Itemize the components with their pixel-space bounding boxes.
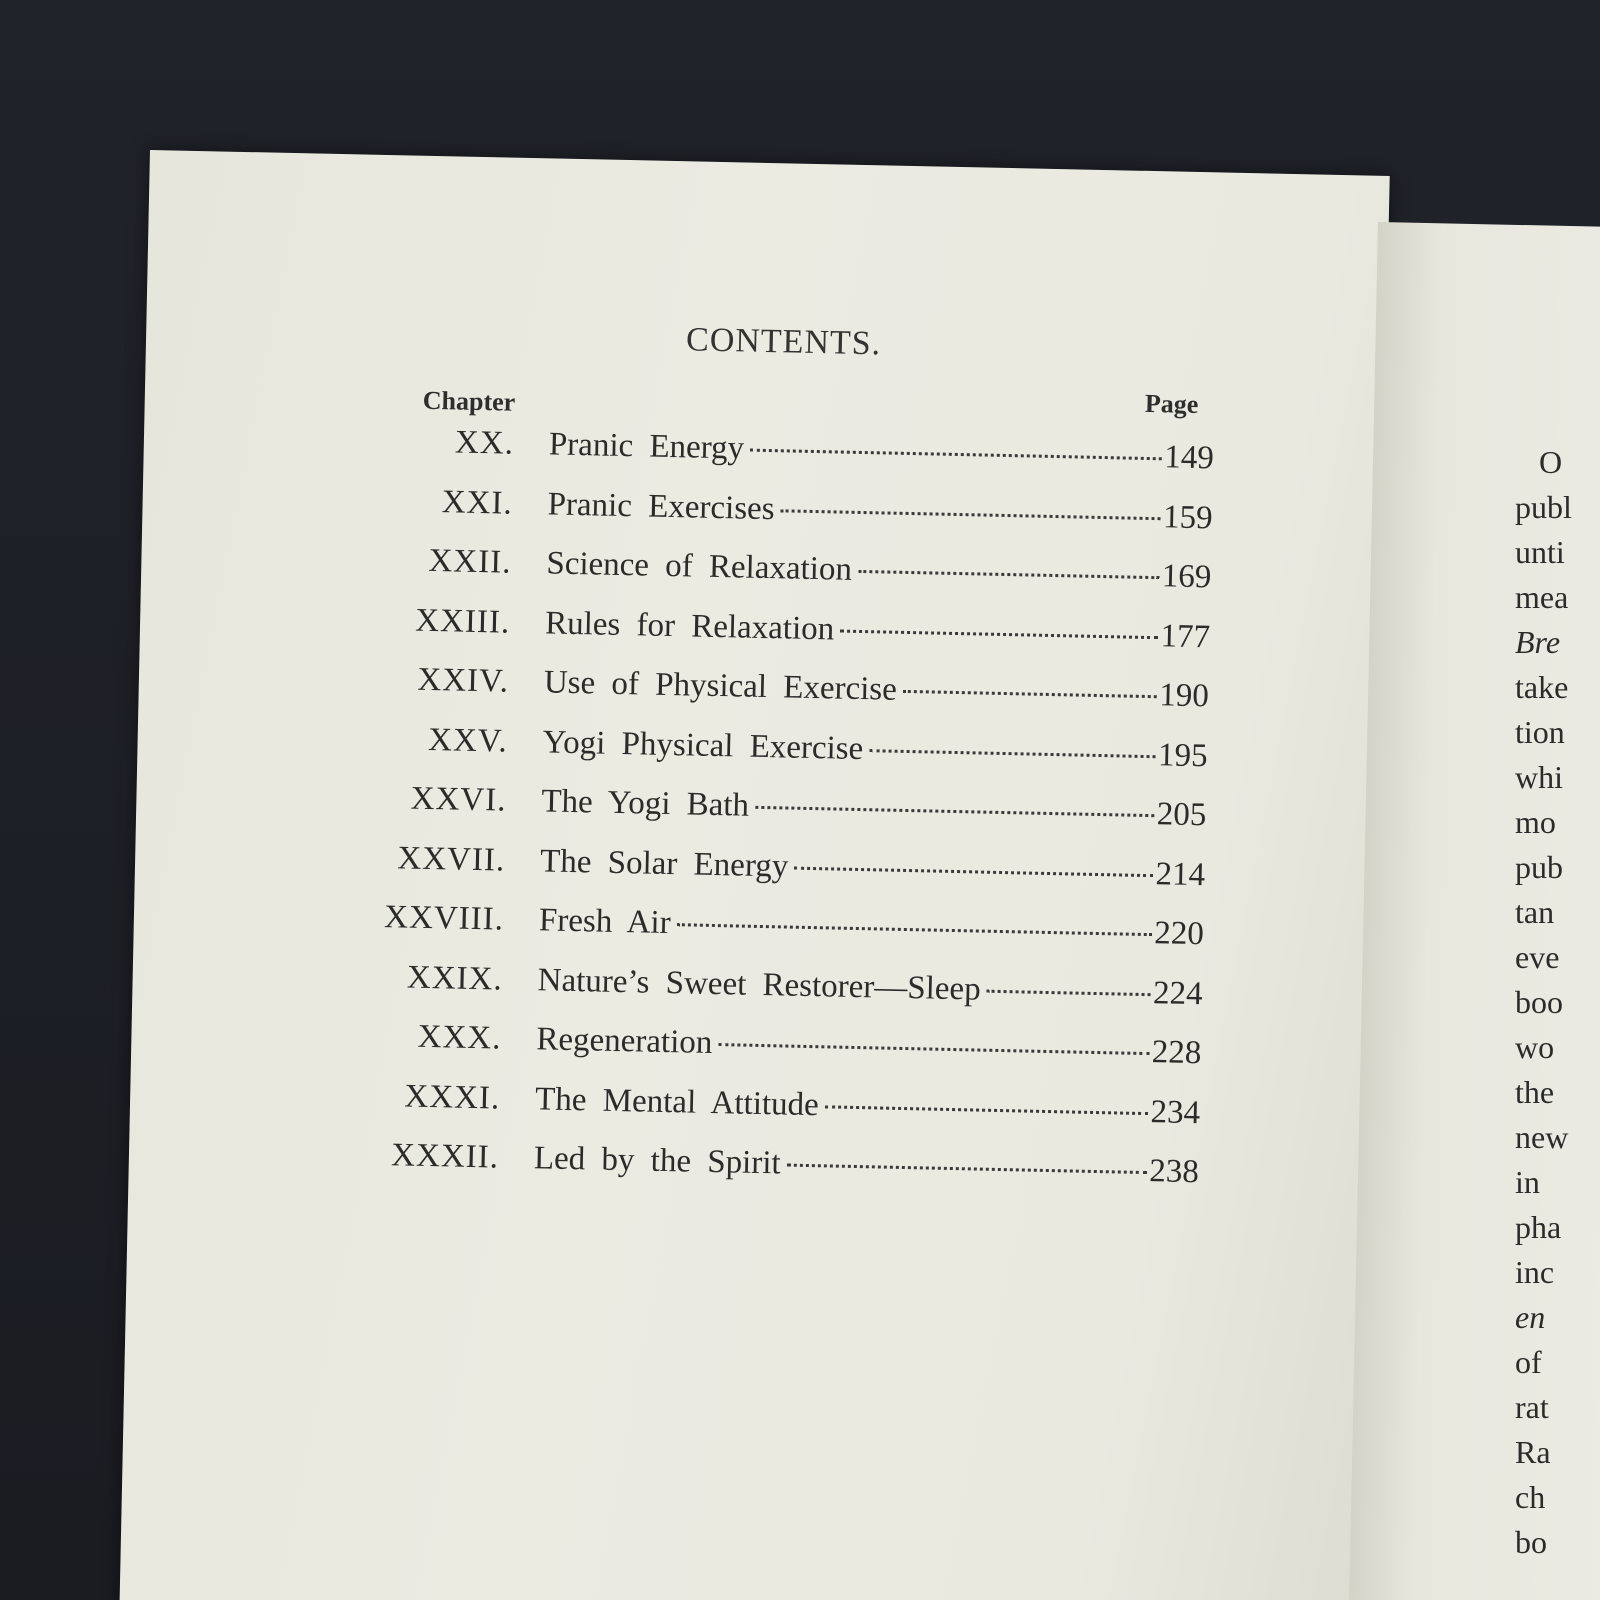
chapter-number: XXII.: [428, 542, 512, 581]
chapter-number: XXV.: [427, 721, 509, 760]
text-fragment: eve: [1515, 939, 1560, 975]
chapter-title: Science of Relaxation: [546, 545, 853, 588]
text-fragment: ch: [1515, 1479, 1546, 1515]
text-fragment: wo: [1515, 1029, 1555, 1065]
text-fragment: en: [1515, 1299, 1546, 1335]
chapter-title: Led by the Spirit: [533, 1140, 782, 1182]
left-page: [119, 150, 1390, 1600]
page-number: 169: [1161, 558, 1212, 596]
contents-title: CONTENTS.: [685, 321, 882, 363]
chapter-number: XXXI.: [404, 1078, 501, 1117]
chapter-title: Rules for Relaxation: [544, 604, 835, 647]
text-fragment: pub: [1515, 849, 1563, 885]
text-fragment: Ra: [1515, 1434, 1551, 1470]
text-fragment: mea: [1515, 579, 1569, 615]
dot-leader: [781, 509, 1160, 520]
page-number: 234: [1150, 1093, 1201, 1131]
page-number: 195: [1157, 736, 1208, 774]
text-fragment: publ: [1515, 489, 1572, 525]
dot-leader: [718, 1043, 1149, 1055]
dot-leader: [794, 866, 1152, 877]
text-fragment: unti: [1515, 534, 1565, 570]
chapter-title: The Solar Energy: [539, 842, 789, 885]
chapter-title: Fresh Air: [538, 902, 672, 942]
chapter-title: Nature’s Sweet Restorer—Sleep: [537, 961, 982, 1008]
chapter-title: Regeneration: [536, 1021, 713, 1061]
chapter-number: XXI.: [441, 483, 514, 522]
chapter-number: XXIV.: [417, 661, 510, 700]
text-fragment: the: [1515, 1074, 1555, 1110]
chapter-number: XXIX.: [406, 959, 504, 998]
page-number: 214: [1155, 855, 1206, 893]
text-fragment: new: [1515, 1119, 1569, 1155]
page-number: 177: [1160, 617, 1211, 655]
chapter-number: XXVII.: [397, 839, 506, 879]
dot-leader: [858, 570, 1159, 579]
dot-leader: [755, 806, 1154, 817]
text-fragment: Bre: [1515, 624, 1561, 660]
text-fragment: tion: [1515, 714, 1565, 750]
chapter-title: Pranic Exercises: [547, 485, 776, 527]
chapter-column-header: Chapter: [422, 385, 516, 417]
text-fragment: inc: [1515, 1254, 1555, 1290]
dot-leader: [787, 1164, 1147, 1175]
page-number: 238: [1148, 1153, 1200, 1191]
chapter-number: XXVIII.: [383, 899, 505, 938]
text-fragment: rat: [1515, 1389, 1549, 1425]
dot-leader: [750, 449, 1161, 461]
chapter-title: Pranic Energy: [548, 426, 745, 467]
dot-leader: [903, 690, 1157, 698]
chapter-title: The Mental Attitude: [534, 1080, 820, 1123]
text-fragment: pha: [1515, 1209, 1562, 1245]
text-fragment: boo: [1515, 984, 1563, 1020]
chapter-number: XXVI.: [410, 780, 507, 819]
contents-entries: [128, 418, 1384, 1217]
chapter-number: XX.: [454, 424, 515, 462]
table-of-contents: [150, 150, 1390, 1191]
text-fragment: take: [1515, 669, 1569, 705]
dot-leader: [987, 989, 1150, 995]
page-column-header: Page: [1144, 388, 1199, 420]
dot-leader: [840, 629, 1157, 639]
text-fragment: of: [1515, 1344, 1542, 1380]
text-fragment: whi: [1515, 759, 1563, 795]
page-number: 159: [1162, 498, 1213, 536]
text-fragment: tan: [1515, 894, 1555, 930]
page-number: 220: [1153, 915, 1205, 953]
chapter-title: Yogi Physical Exercise: [542, 723, 864, 767]
dot-leader: [825, 1105, 1148, 1115]
dot-leader: [869, 749, 1155, 758]
page-number: 190: [1158, 677, 1210, 715]
chapter-number: XXXII.: [390, 1137, 500, 1176]
text-fragment: O: [1539, 444, 1563, 480]
right-page-text: [1515, 440, 1572, 1565]
text-fragment: in: [1515, 1164, 1540, 1200]
chapter-title: The Yogi Bath: [541, 783, 750, 824]
text-fragment: bo: [1515, 1524, 1547, 1560]
chapter-title: Use of Physical Exercise: [543, 664, 898, 708]
chapter-number: XXIII.: [414, 602, 511, 641]
page-number: 228: [1151, 1034, 1202, 1072]
page-number: 205: [1156, 796, 1207, 834]
text-fragment: mo: [1515, 804, 1556, 840]
page-number: 149: [1163, 439, 1215, 477]
page-number: 224: [1152, 974, 1203, 1012]
dot-leader: [677, 923, 1152, 936]
chapter-number: XXX.: [417, 1018, 502, 1057]
